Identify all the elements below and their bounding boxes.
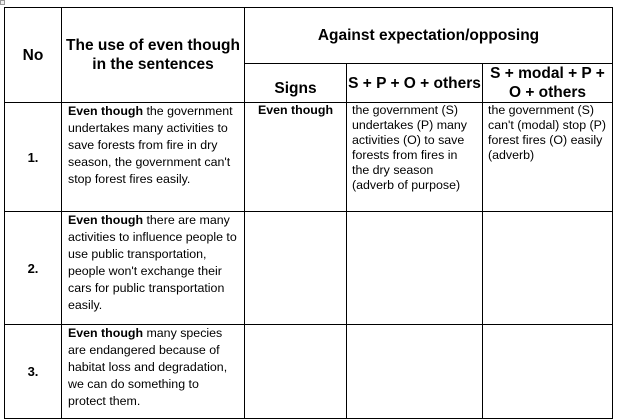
header-s-p-o-others: S + P + O + others <box>347 64 483 103</box>
signs-cell: Even though <box>245 103 347 212</box>
spo-cell <box>347 212 483 325</box>
smodal-cell <box>483 325 613 419</box>
signs-cell <box>245 212 347 325</box>
sentence-cell <box>62 325 245 419</box>
header-s-modal-p-o-others: S + modal + P + O + others <box>483 64 613 103</box>
smodal-cell: the government (S) can't (modal) stop (P) forest fires (O) easily (adverb) <box>483 103 613 212</box>
table-row <box>5 103 613 212</box>
table-row <box>5 212 613 325</box>
spo-cell <box>347 325 483 419</box>
table-row <box>5 325 613 419</box>
even-though-table <box>4 7 613 419</box>
header-signs: Signs <box>245 64 347 103</box>
sentence-keyword: Even though <box>68 326 144 340</box>
sentence-text: the government undertakes many activities to save forests from fire in dry season, the government can't stop forest fires easily. <box>68 104 233 186</box>
row-number: 1. <box>5 103 62 212</box>
row-number: 3. <box>5 325 62 419</box>
smodal-cell <box>483 212 613 325</box>
row-number: 2. <box>5 212 62 325</box>
sentence-cell <box>62 103 245 212</box>
header-against-expectation: Against expectation/opposing <box>245 8 613 64</box>
sentence-keyword: Even though <box>68 104 144 118</box>
header-row-top <box>5 8 613 64</box>
header-no: No <box>5 8 62 103</box>
sentence-text: there are many activities to influence people to use public transportation, people won't exchange their cars for public transportation easily. <box>68 213 237 312</box>
signs-cell <box>245 325 347 419</box>
broken-image-icon <box>0 0 5 5</box>
sentence-cell <box>62 212 245 325</box>
spo-cell: the government (S) undertakes (P) many activities (O) to save forests from fires in the dry season (adverb of purpose) <box>347 103 483 212</box>
sentence-text: many species are endangered because of habitat loss and degradation, we can do something to protect them. <box>68 326 228 408</box>
sentence-keyword: Even though <box>68 213 144 227</box>
header-use-of-even-though: The use of even though in the sentences <box>62 8 245 103</box>
